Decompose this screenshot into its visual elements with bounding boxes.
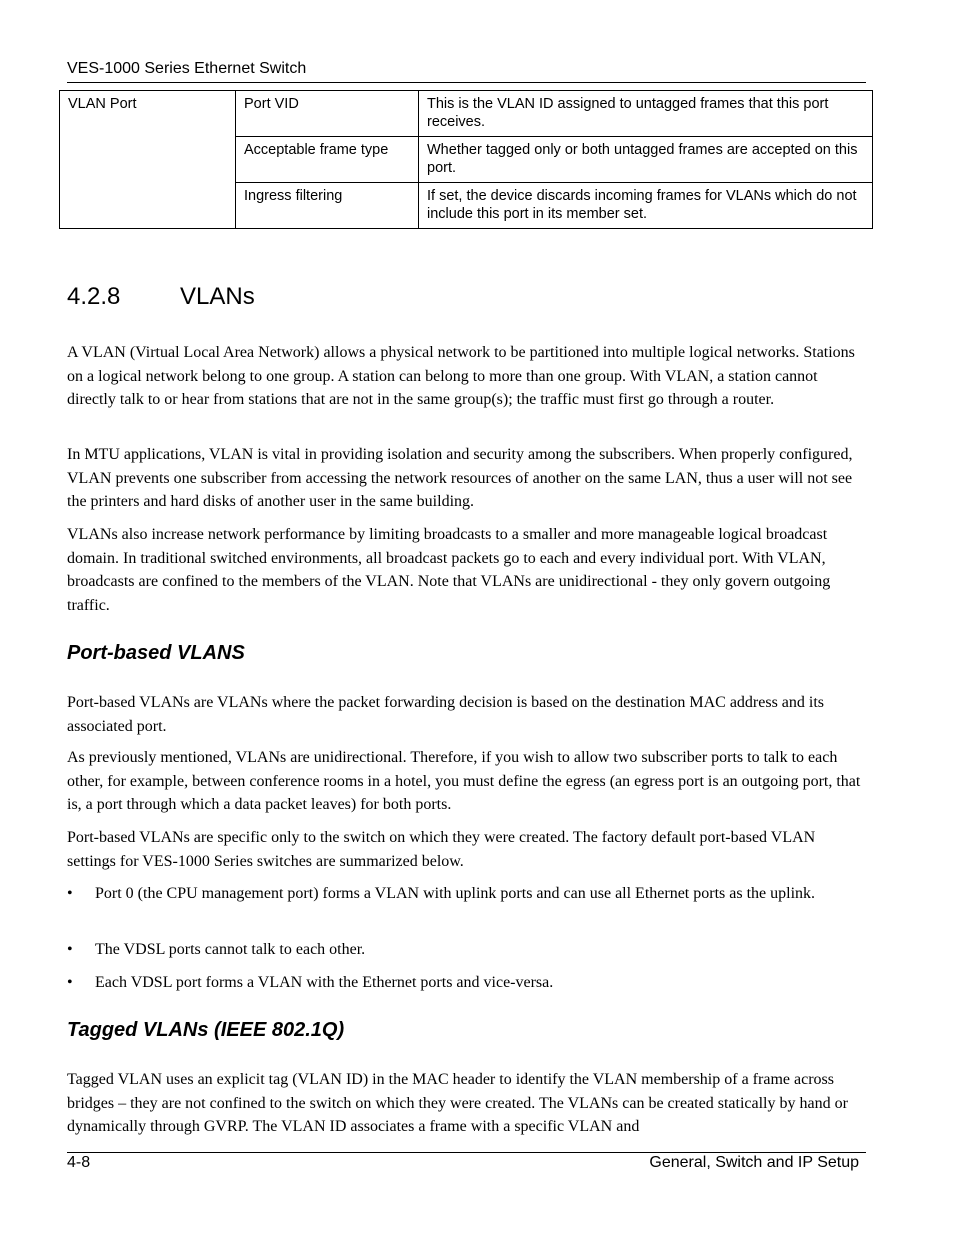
table-field-cell: Acceptable frame type bbox=[236, 137, 419, 183]
running-footer-chapter: General, Switch and IP Setup bbox=[649, 1154, 859, 1171]
paragraph: Port-based VLANs are VLANs where the packet forwarding decision is based on the destination MAC address and its associated port. bbox=[67, 694, 825, 735]
list-item bbox=[67, 971, 862, 995]
table-description-cell: If set, the device discards incoming frames for VLANs which do not include this port in its member set. bbox=[419, 183, 873, 229]
subsection-heading-tagged: Tagged VLANs (IEEE 802.1Q) bbox=[67, 1019, 345, 1041]
page-number: 4-8 bbox=[67, 1154, 91, 1171]
section-heading bbox=[67, 283, 255, 311]
table-field-cell: Port VID bbox=[236, 91, 419, 137]
paragraph: VLANs also increase network performance by limiting broadcasts to a smaller and more manageable logical broadcast domain. In traditional switched environments, all broadcast packets go to each and every individual port. With VLAN, broadcasts are confined to the members of the VLAN. Note that VLANs are unidirectional - they only govern outgoing traffic. bbox=[67, 526, 831, 614]
table-field-cell: Ingress filtering bbox=[236, 183, 419, 229]
bullet-icon: • bbox=[67, 974, 73, 991]
table-description-cell: Whether tagged only or both untagged frames are accepted on this port. bbox=[419, 137, 873, 183]
section-number: 4.2.8 bbox=[67, 283, 121, 310]
subsection-heading-port-based: Port-based VLANS bbox=[67, 642, 245, 664]
vlan-port-table bbox=[59, 90, 873, 229]
list-item bbox=[67, 882, 862, 906]
list-item-text: Each VDSL port forms a VLAN with the Ethernet ports and vice-versa. bbox=[95, 974, 554, 991]
section-title: VLANs bbox=[180, 283, 255, 310]
paragraph: A VLAN (Virtual Local Area Network) allows a physical network to be partitioned into multiple logical networks. Stations on a logical network belong to one group. A station can belong to more than one group. With VLAN, a station cannot directly talk to or hear from stations that are not in the same group(s); the traffic must first go through a router. bbox=[67, 344, 855, 408]
header-rule bbox=[67, 82, 866, 83]
bullet-icon: • bbox=[67, 885, 73, 902]
paragraph: Tagged VLAN uses an explicit tag (VLAN ID) in the MAC header to identify the VLAN membership of a frame across bridges – they are not confined to the switch on which they were created. The VLANs can be created statically by hand or dynamically through GVRP. The VLAN ID associates a frame with a specific VLAN and bbox=[67, 1071, 848, 1135]
paragraph: Port-based VLANs are specific only to the switch on which they were created. The factory default port-based VLAN settings for VES-1000 Series switches are summarized below. bbox=[67, 829, 816, 870]
footer-rule bbox=[67, 1152, 866, 1153]
bullet-icon: • bbox=[67, 941, 73, 958]
running-header: VES-1000 Series Ethernet Switch bbox=[67, 60, 307, 77]
table-group-label: VLAN Port bbox=[60, 91, 236, 229]
paragraph: In MTU applications, VLAN is vital in providing isolation and security among the subscribers. When properly configured, VLAN prevents one subscriber from accessing the network resources of another on the same LAN, thus a user will not see the printers and hard disks of another user in the same building. bbox=[67, 446, 853, 510]
list-item-text: The VDSL ports cannot talk to each other. bbox=[95, 941, 366, 958]
list-item-text: Port 0 (the CPU management port) forms a VLAN with uplink ports and can use all Ethernet ports as the uplink. bbox=[95, 885, 816, 902]
table-description-cell: This is the VLAN ID assigned to untagged frames that this port receives. bbox=[419, 91, 873, 137]
list-item bbox=[67, 938, 862, 962]
table-row bbox=[60, 91, 873, 137]
paragraph: As previously mentioned, VLANs are unidirectional. Therefore, if you wish to allow two subscriber ports to talk to each other, for example, between conference rooms in a hotel, you must define the egress (an egress port is an outgoing port, that is, a port through which a data packet leaves) for both ports. bbox=[67, 749, 861, 813]
